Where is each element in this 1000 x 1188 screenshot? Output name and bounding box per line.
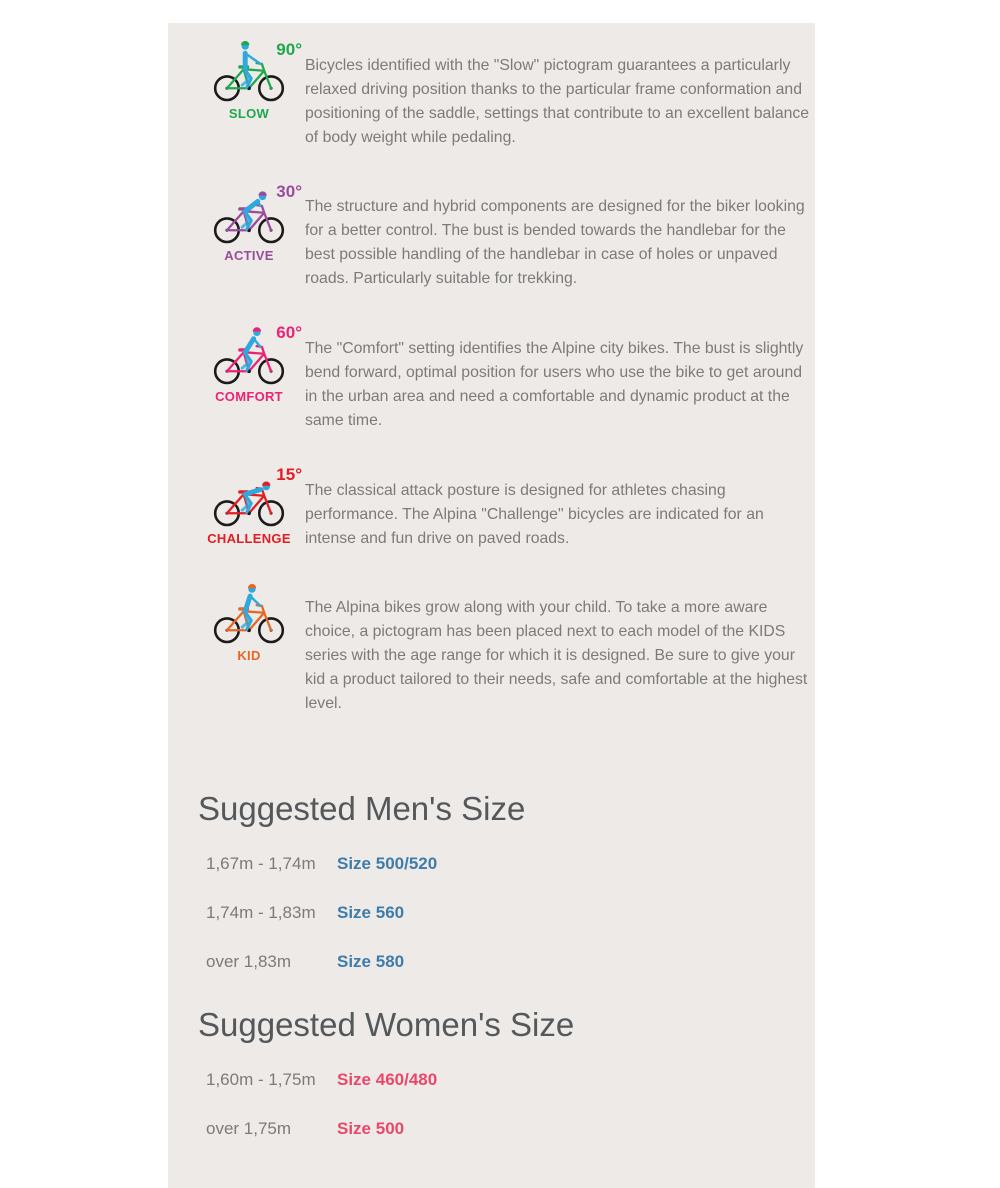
picto-label: KID [237,648,261,664]
picto-description: The structure and hybrid components are designed for the biker looking for a better control. The bust is bended towards the handlebar for the best possible handling of the handlebar in case of holes or unpaved roads. Particularly suitable for trekking. [305,198,805,288]
picto-icon-box [198,463,300,546]
size-link[interactable]: Size 500/520 [337,853,438,873]
picto-description: The "Comfort" setting identifies the Alpine city bikes. The bust is slightly bend forward, optimal position for users who use the bike to get around in the urban area and need a comfortable and dynamic product at the same time. [305,339,804,429]
picto-description: The classical attack posture is designed for athletes chasing performance. The Alpina "Challenge" bicycles are indicated for an intense and fun drive on paved roads. [305,481,764,547]
picto-icon-box [198,580,300,663]
size-row [206,952,815,972]
picto-icon-box [198,321,300,404]
picto-icon-box [198,38,300,121]
mens-size-table [206,854,815,972]
angle-badge: 15° [276,464,302,484]
size-link[interactable]: Size 560 [337,902,405,922]
picto-icon-box [198,180,300,263]
picto-row-challenge [198,463,815,567]
size-link[interactable]: Size 580 [337,951,405,971]
height-range: 1,60m - 1,75m [206,1069,316,1089]
womens-size-table [206,1070,815,1139]
height-range: over 1,83m [206,951,292,971]
angle-badge: 60° [276,323,302,343]
picto-row-kid [198,580,815,732]
size-row [206,903,815,923]
height-range: 1,67m - 1,74m [206,853,316,873]
picto-label: SLOW [228,106,270,121]
picto-row-slow [198,38,815,166]
height-range: over 1,75m [206,1118,292,1138]
angle-badge: 30° [276,181,302,201]
height-range: 1,74m - 1,83m [206,902,316,922]
picto-row-active [198,180,815,308]
picto-label: COMFORT [215,389,283,405]
size-row [206,1119,815,1139]
size-row [206,854,815,874]
mens-size-heading: Suggested Men's Size [198,789,526,827]
size-link[interactable]: Size 500 [337,1118,405,1138]
picto-description: Bicycles identified with the "Slow" pictogram guarantees a particularly relaxed driving position thanks to the particular frame conformation and positioning of the saddle, settings that contribute to an excellent balance of body weight while pedaling. [305,56,810,146]
size-link[interactable]: Size 460/480 [337,1069,438,1089]
bike-rider-icon [211,582,287,645]
womens-size-heading: Suggested Women's Size [198,1005,575,1043]
size-row [206,1070,815,1090]
angle-badge: 90° [276,40,302,59]
picto-label: CHALLENGE [207,530,291,546]
picto-label: ACTIVE [224,247,274,263]
picto-description: The Alpina bikes grow along with your child. To take a more aware choice, a pictogram has been placed next to each model of the KIDS series with the age range for which it is designed. Be sure to give your kid a product tailored to their needs, safe and comfortable at the highest level. [305,599,808,713]
product-info-panel [168,23,815,1188]
picto-row-comfort [198,321,815,449]
